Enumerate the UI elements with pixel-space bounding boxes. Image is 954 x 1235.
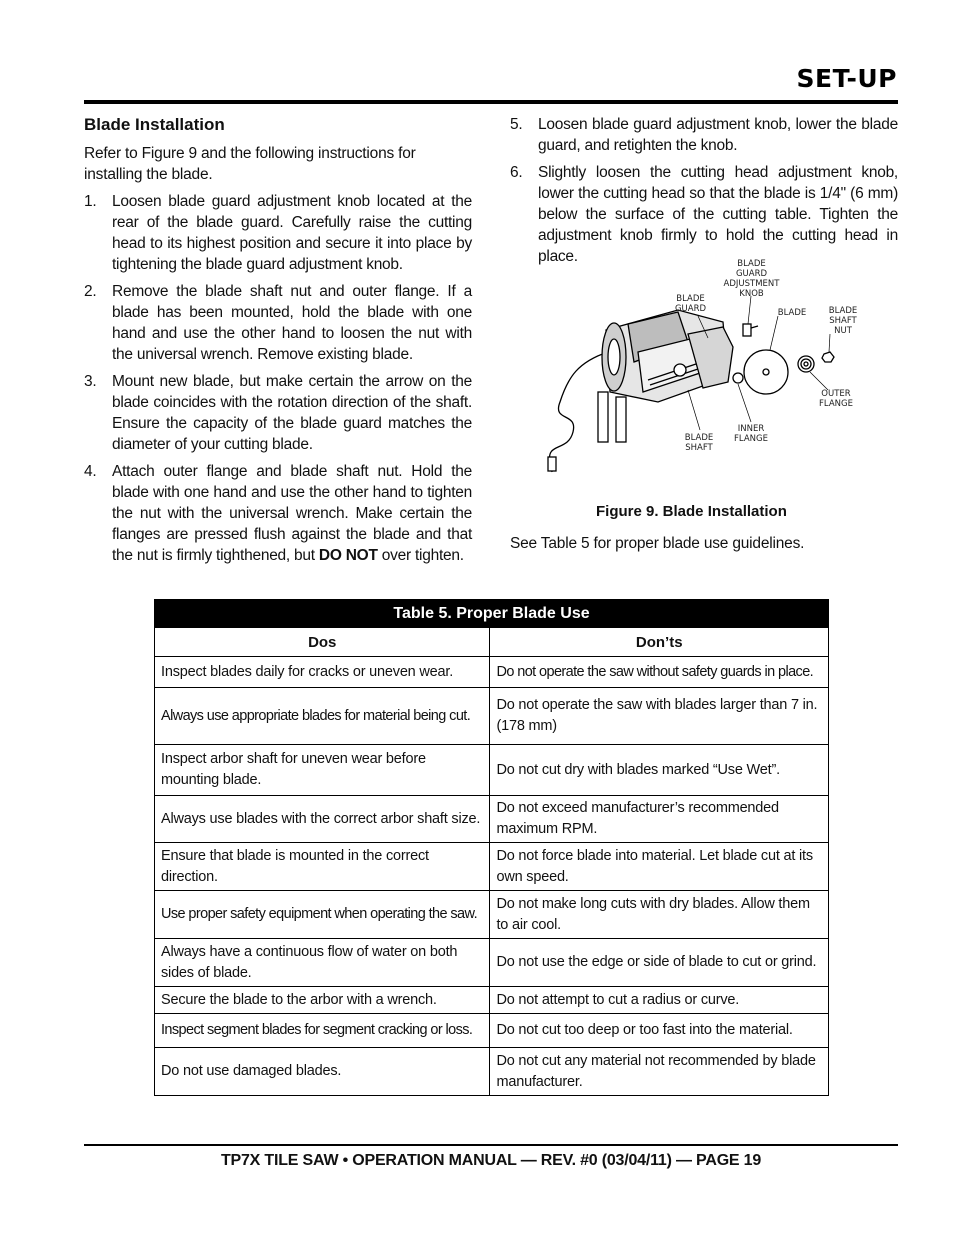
step-item: [84, 461, 472, 566]
proper-blade-use-table: [154, 599, 829, 1096]
dos-cell: Ensure that blade is mounted in the correct direction.: [155, 843, 490, 891]
saw-illustration: [538, 252, 868, 492]
donts-cell: Do not make long cuts with dry blades. Allow them to air cool.: [490, 891, 829, 939]
step-item: [84, 281, 472, 365]
table-row: [155, 939, 829, 987]
step-number: 1.: [84, 193, 97, 210]
figure-label-inner-flange: INNER FLANGE: [734, 424, 768, 444]
donts-cell: Do not exceed manufacturer’s recommended maximum RPM.: [490, 796, 829, 843]
step-text-end: over tighten.: [377, 547, 464, 564]
dos-cell: Inspect segment blades for segment cracking or loss.: [155, 1014, 490, 1048]
step-item: [510, 114, 898, 156]
step-text: Slightly loosen the cutting head adjustment knob, lower the cutting head so that the blade is 1/4" (6 mm) below the surface of the cutting table. Tighten the adjustment knob firmly to hold the cutting head in place.: [538, 164, 898, 265]
steps-list-right: [510, 114, 898, 267]
column-header-donts: Don’ts: [490, 628, 829, 657]
step-number: 5.: [510, 116, 523, 133]
intro-paragraph: Refer to Figure 9 and the following instructions for installing the blade.: [84, 145, 416, 183]
donts-cell: Do not operate the saw without safety guards in place.: [490, 657, 829, 688]
figure-caption: Figure 9. Blade Installation: [596, 503, 787, 520]
page-footer: TP7X TILE SAW • OPERATION MANUAL — REV. #0 (03/04/11) — PAGE 19: [220, 1152, 762, 1169]
figure-label-blade: BLADE: [777, 308, 807, 318]
step-text: Remove the blade shaft nut and outer flange. If a blade has been mounted, hold the blade with one hand and use the other hand to loosen the nut with the universal wrench. Remove existing blade.: [112, 283, 472, 363]
dos-cell: Use proper safety equipment when operating the saw.: [155, 891, 490, 939]
figure-label-shaft-nut: BLADE SHAFT NUT: [828, 306, 858, 336]
donts-cell: Do not force blade into material. Let blade cut at its own speed.: [490, 843, 829, 891]
donts-cell: Do not attempt to cut a radius or curve.: [490, 987, 829, 1014]
dos-cell: Always use appropriate blades for material being cut.: [155, 688, 490, 745]
figure-label-blade-shaft: BLADE SHAFT: [684, 433, 714, 453]
footer-rule: [84, 1144, 898, 1146]
step-text: Attach outer flange and blade shaft nut. Hold the blade with one hand and use the other hand to tighten the nut with the universal wrench. Make certain the flanges are pressed flush against the blade and that the nut is firmly tighthened, but: [112, 463, 472, 564]
step-number: 3.: [84, 373, 97, 390]
see-table-note: See Table 5 for proper blade use guidelines.: [510, 535, 805, 552]
step-number: 2.: [84, 283, 97, 300]
table-row: [155, 1014, 829, 1048]
donts-cell: Do not cut dry with blades marked “Use Wet”.: [490, 745, 829, 796]
dos-cell: Do not use damaged blades.: [155, 1048, 490, 1096]
right-column: [510, 114, 898, 273]
step-text: Loosen blade guard adjustment knob located at the rear of the blade guard. Carefully raise the cutting head to its highest position and secure it into place by tightening the blade guard adjustment knob.: [112, 193, 472, 273]
table-row: [155, 1048, 829, 1096]
figure-label-outer-flange: OUTER FLANGE: [819, 389, 853, 409]
section-heading: Blade Installation: [84, 115, 225, 134]
step-number: 6.: [510, 164, 523, 181]
table-row: [155, 745, 829, 796]
step-number: 4.: [84, 463, 97, 480]
step-item: [84, 191, 472, 275]
column-header-dos: Dos: [155, 628, 490, 657]
step-item: [84, 371, 472, 455]
table-row: [155, 688, 829, 745]
table-row: [155, 987, 829, 1014]
header-rule: [84, 100, 898, 104]
step-text: Mount new blade, but make certain the arrow on the blade coincides with the rotation direction of the shaft. Ensure the capacity of the blade guard matches the diameter of your cutting blade.: [112, 373, 472, 453]
step-text: Loosen blade guard adjustment knob, lower the blade guard, and retighten the knob.: [538, 116, 898, 154]
figure-label-guard-knob: BLADE GUARD ADJUSTMENT KNOB: [723, 259, 780, 299]
table-row: [155, 657, 829, 688]
table-row: [155, 891, 829, 939]
section-title: SET-UP: [796, 64, 897, 93]
donts-cell: Do not cut any material not recommended by blade manufacturer.: [490, 1048, 829, 1096]
figure-label-blade-guard: BLADE GUARD: [674, 294, 707, 314]
dos-cell: Inspect arbor shaft for uneven wear before mounting blade.: [155, 745, 490, 796]
dos-cell: Inspect blades daily for cracks or uneven wear.: [155, 657, 490, 688]
table-caption: Table 5. Proper Blade Use: [155, 600, 829, 628]
dos-cell: Always use blades with the correct arbor shaft size.: [155, 796, 490, 843]
donts-cell: Do not cut too deep or too fast into the material.: [490, 1014, 829, 1048]
left-column: [84, 114, 472, 572]
table-row: [155, 796, 829, 843]
dos-cell: Secure the blade to the arbor with a wrench.: [155, 987, 490, 1014]
steps-list-left: [84, 191, 472, 566]
step-emphasis: DO NOT: [318, 547, 378, 564]
donts-cell: Do not use the edge or side of blade to cut or grind.: [490, 939, 829, 987]
blade-installation-figure: [538, 252, 868, 492]
table-row: [155, 843, 829, 891]
dos-cell: Always have a continuous flow of water on both sides of blade.: [155, 939, 490, 987]
donts-cell: Do not operate the saw with blades larger than 7 in. (178 mm): [490, 688, 829, 745]
